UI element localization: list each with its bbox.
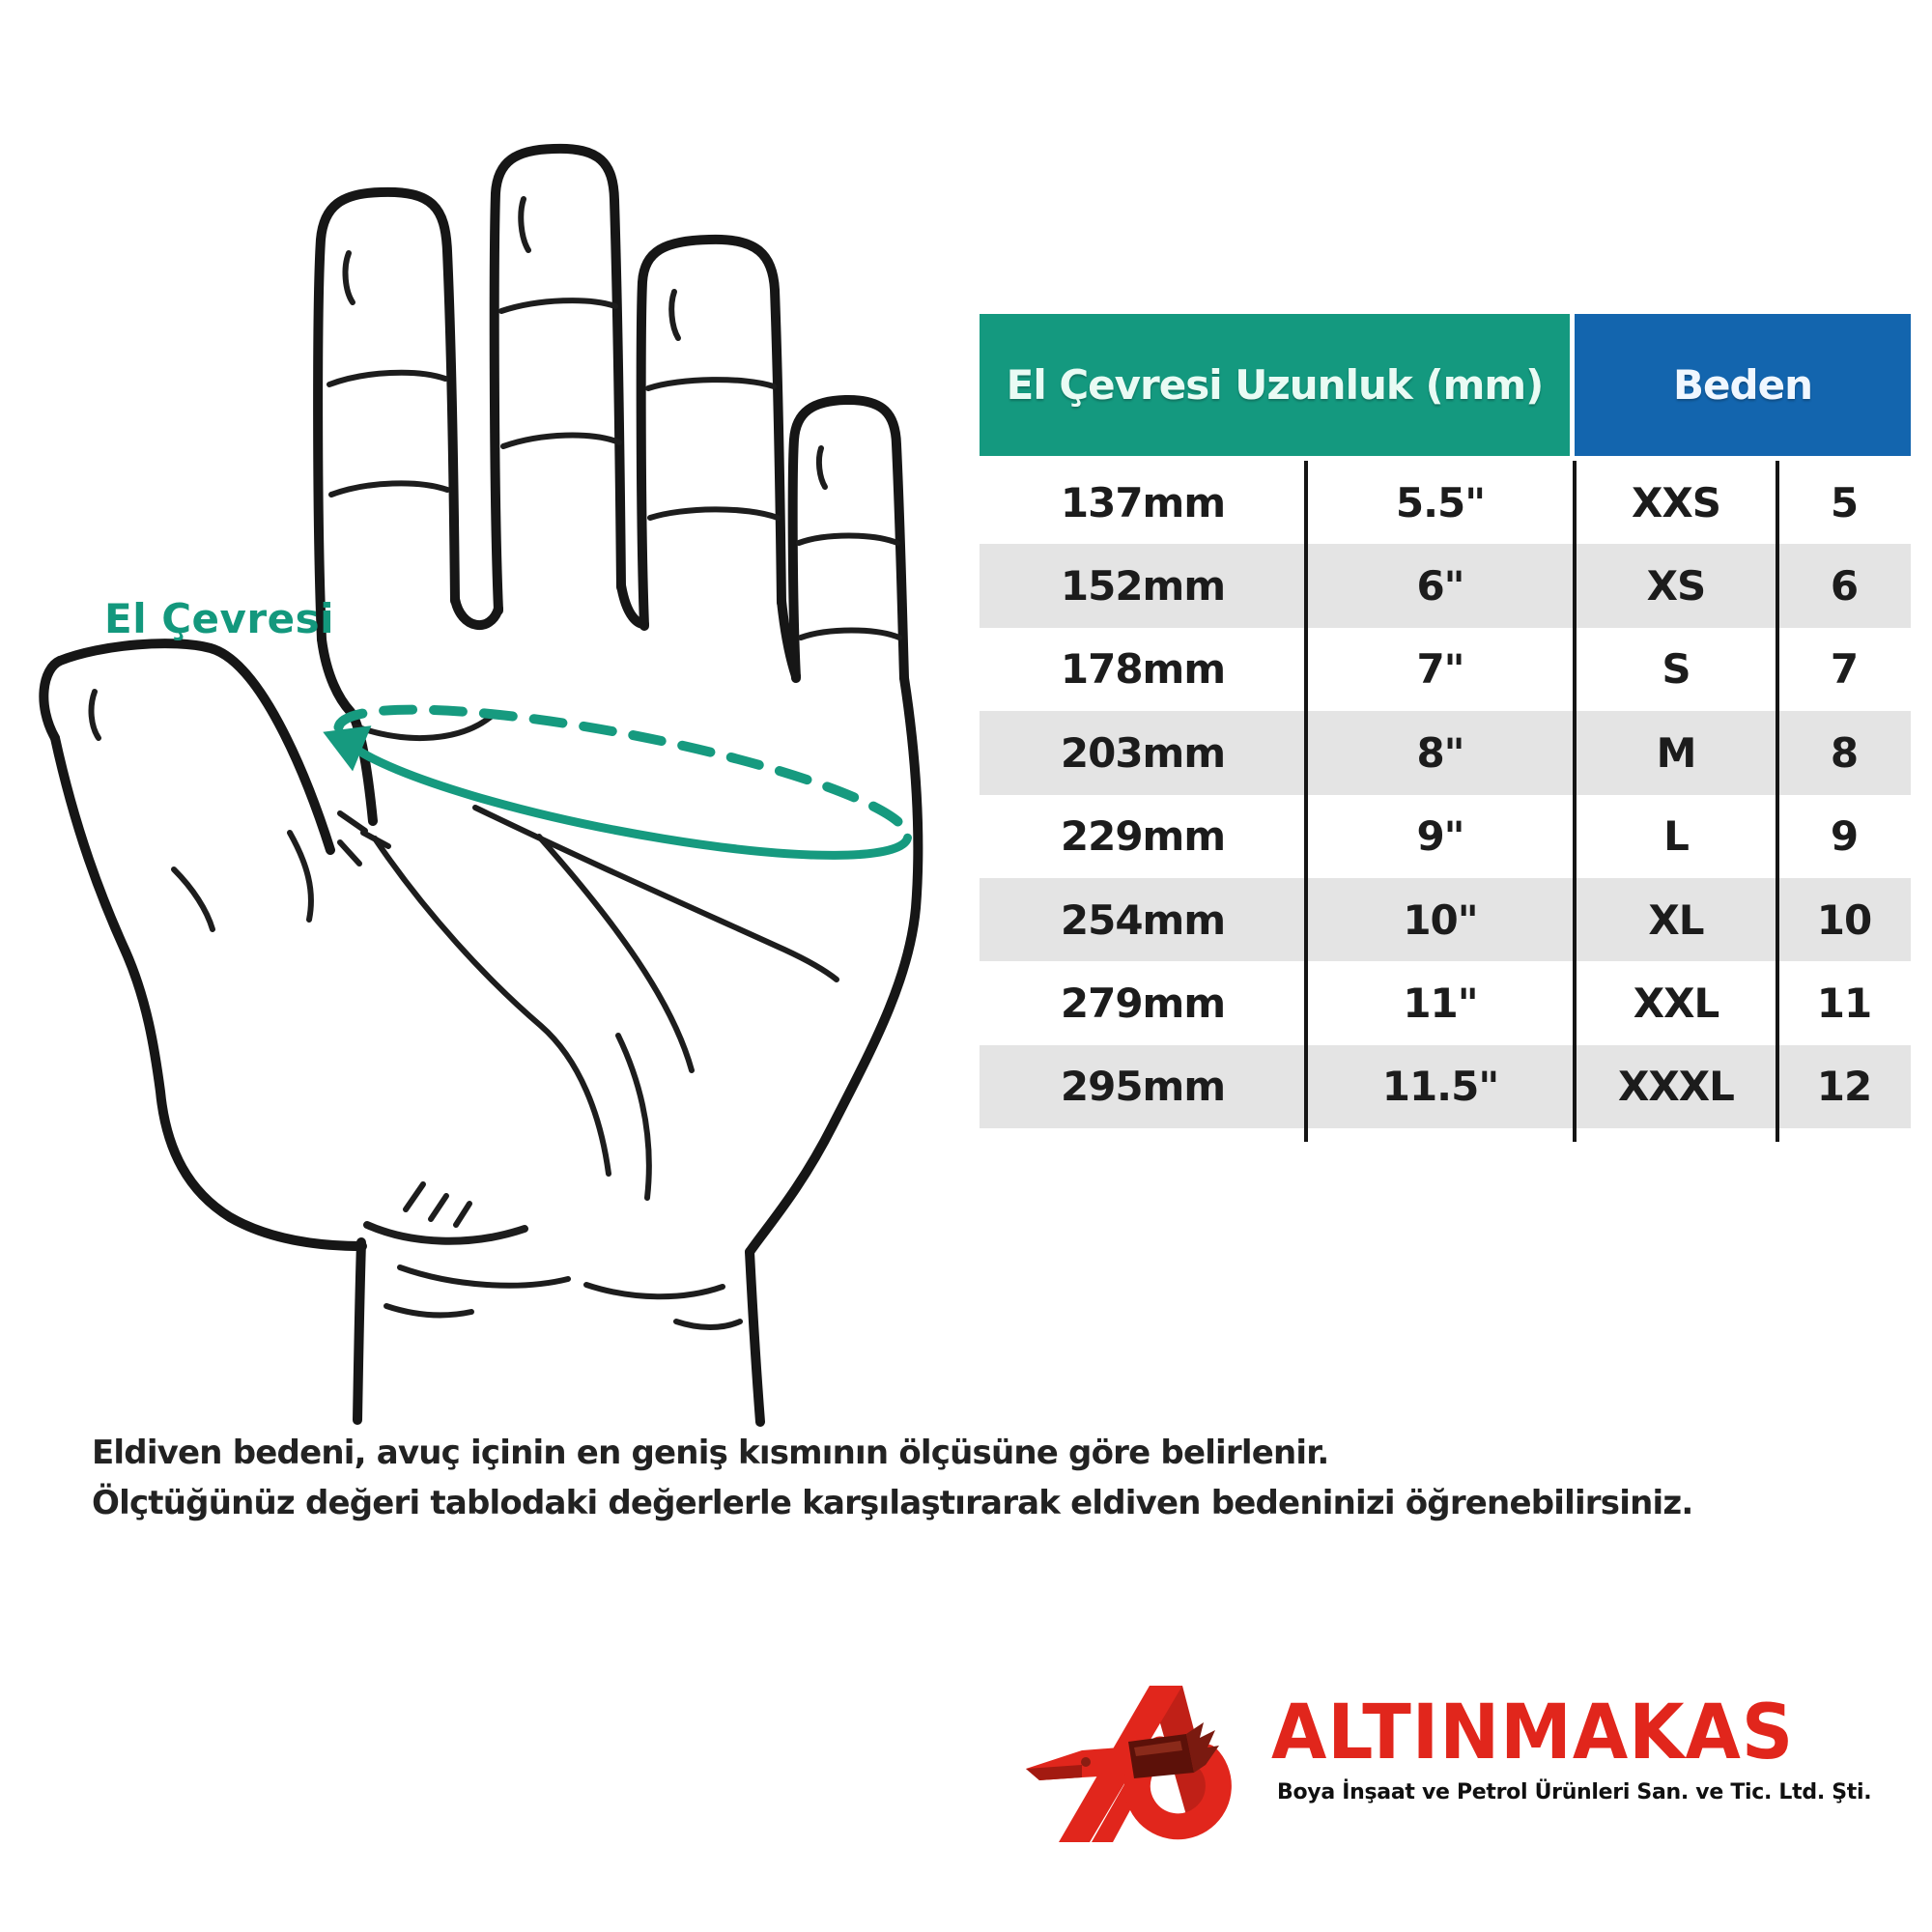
cell-mm: 229mm	[1060, 812, 1226, 861]
cell-size: XXS	[1631, 478, 1720, 526]
cell-inch: 11"	[1403, 980, 1478, 1028]
cell-mm: 137mm	[1060, 478, 1226, 526]
cell-size: M	[1656, 728, 1696, 777]
description-line-1: Eldiven bedeni, avuç içinin en geniş kısmının ölçüsüne göre belirlenir.	[92, 1434, 1329, 1472]
column-header-measure: El Çevresi Uzunluk (mm)	[980, 314, 1570, 456]
logo-name: ALTINMAKAS	[1271, 1690, 1795, 1776]
table-row	[980, 628, 1911, 711]
cell-mm: 295mm	[1060, 1063, 1226, 1111]
cell-inch: 7"	[1416, 645, 1464, 694]
table-row	[980, 961, 1911, 1044]
cell-size: XS	[1646, 562, 1706, 611]
cell-size-number: 9	[1830, 812, 1859, 861]
paintbrush-monogram-icon	[1014, 1657, 1265, 1869]
column-divider	[1573, 461, 1577, 1142]
description-text	[92, 1428, 1692, 1528]
cell-size: XXXL	[1618, 1063, 1734, 1111]
cell-size-number: 11	[1816, 980, 1872, 1028]
table-row	[980, 461, 1911, 544]
cell-size-number: 8	[1830, 728, 1859, 777]
cell-mm: 178mm	[1060, 645, 1226, 694]
column-divider	[1304, 461, 1308, 1142]
table-row	[980, 795, 1911, 878]
table-row	[980, 544, 1911, 627]
cell-size: L	[1663, 812, 1689, 861]
cell-mm: 152mm	[1060, 562, 1226, 611]
size-table	[980, 314, 1911, 1128]
hand-circumference-label: El Çevresi	[104, 595, 334, 642]
cell-inch: 6"	[1416, 562, 1464, 611]
cell-inch: 10"	[1403, 895, 1478, 944]
cell-inch: 8"	[1416, 728, 1464, 777]
hand-illustration	[0, 97, 927, 1459]
table-row	[980, 711, 1911, 794]
table-header-row	[980, 314, 1911, 456]
cell-inch: 9"	[1416, 812, 1464, 861]
cell-size: XXL	[1633, 980, 1719, 1028]
logo-subtitle: Boya İnşaat ve Petrol Ürünleri San. ve Tic. Ltd. Şti.	[1277, 1780, 1872, 1804]
cell-size-number: 6	[1830, 562, 1859, 611]
table-row	[980, 878, 1911, 961]
cell-inch: 5.5"	[1395, 478, 1486, 526]
cell-mm: 279mm	[1060, 980, 1226, 1028]
table-body	[980, 461, 1911, 1128]
description-line-2: Ölçtüğünüz değeri tablodaki değerlerle karşılaştırarak eldiven bedeninizi öğrenebilirsiniz.	[92, 1484, 1693, 1522]
company-logo	[1014, 1657, 1872, 1879]
column-header-size: Beden	[1575, 314, 1911, 456]
cell-size: XL	[1648, 895, 1704, 944]
cell-mm: 203mm	[1060, 728, 1226, 777]
cell-size-number: 12	[1816, 1063, 1872, 1111]
measure-ellipse	[315, 677, 917, 885]
cell-size: S	[1662, 645, 1690, 694]
column-divider	[1776, 461, 1779, 1142]
cell-size-number: 7	[1830, 645, 1859, 694]
cell-inch: 11.5"	[1381, 1063, 1499, 1111]
cell-size-number: 10	[1816, 895, 1872, 944]
cell-mm: 254mm	[1060, 895, 1226, 944]
cell-size-number: 5	[1830, 478, 1859, 526]
table-row	[980, 1045, 1911, 1128]
